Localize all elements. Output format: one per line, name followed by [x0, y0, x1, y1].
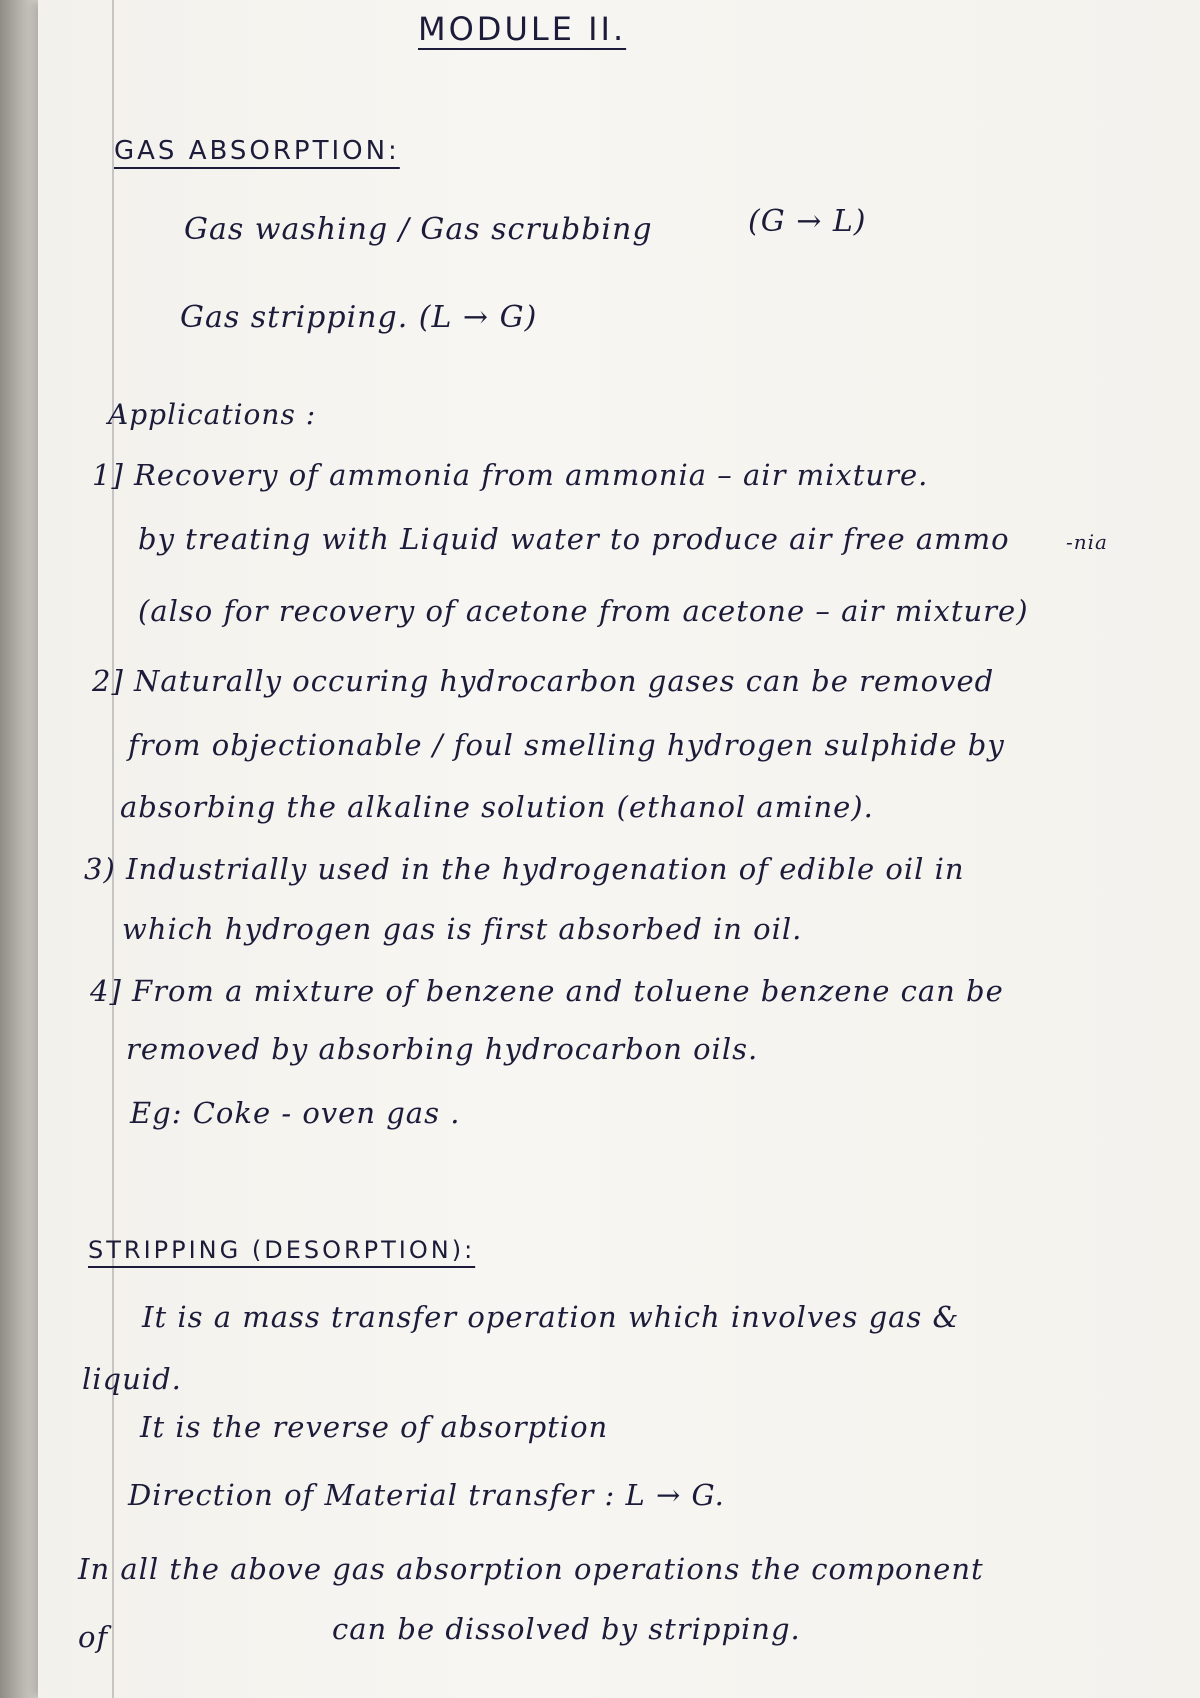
app-line: -nia: [1066, 530, 1108, 554]
binder-edge: [0, 0, 40, 1698]
gas-absorption-heading: GAS ABSORPTION:: [114, 136, 400, 166]
stripping-line: Direction of Material transfer : L → G.: [128, 1478, 725, 1512]
gas-washing-line: Gas washing / Gas scrubbing: [184, 212, 653, 247]
app-line: Eg: Coke - oven gas .: [130, 1096, 461, 1130]
gas-stripping-line: Gas stripping. (L → G): [180, 300, 538, 335]
stripping-line: of: [78, 1620, 109, 1654]
app-line: 2] Naturally occuring hydrocarbon gases can be removed: [92, 664, 995, 698]
app-line: 4] From a mixture of benzene and toluene benzene can be: [90, 974, 1004, 1008]
page-title: MODULE II.: [418, 10, 627, 48]
app-line: by treating with Liquid water to produce air free ammo: [138, 522, 1010, 556]
stripping-line: It is a mass transfer operation which involves gas &: [142, 1300, 960, 1334]
app-line: absorbing the alkaline solution (ethanol amine).: [120, 790, 874, 824]
app-line: (also for recovery of acetone from acetone – air mixture): [138, 594, 1029, 628]
app-line: which hydrogen gas is first absorbed in oil.: [122, 912, 803, 946]
stripping-line: In all the above gas absorption operations the component: [78, 1552, 984, 1586]
margin-line: [112, 0, 114, 1698]
app-line: removed by absorbing hydrocarbon oils.: [126, 1032, 759, 1066]
stripping-line: can be dissolved by stripping.: [332, 1612, 801, 1646]
gas-washing-direction: (G → L): [748, 204, 867, 239]
app-line: 1] Recovery of ammonia from ammonia – air mixture.: [92, 458, 929, 492]
stripping-line: liquid.: [82, 1362, 182, 1396]
stripping-line: It is the reverse of absorption: [140, 1410, 609, 1444]
app-line: 3) Industrially used in the hydrogenation of edible oil in: [84, 852, 965, 886]
applications-heading: Applications :: [108, 398, 317, 431]
app-line: from objectionable / foul smelling hydrogen sulphide by: [128, 728, 1005, 762]
stripping-heading: STRIPPING (DESORPTION):: [88, 1236, 476, 1264]
